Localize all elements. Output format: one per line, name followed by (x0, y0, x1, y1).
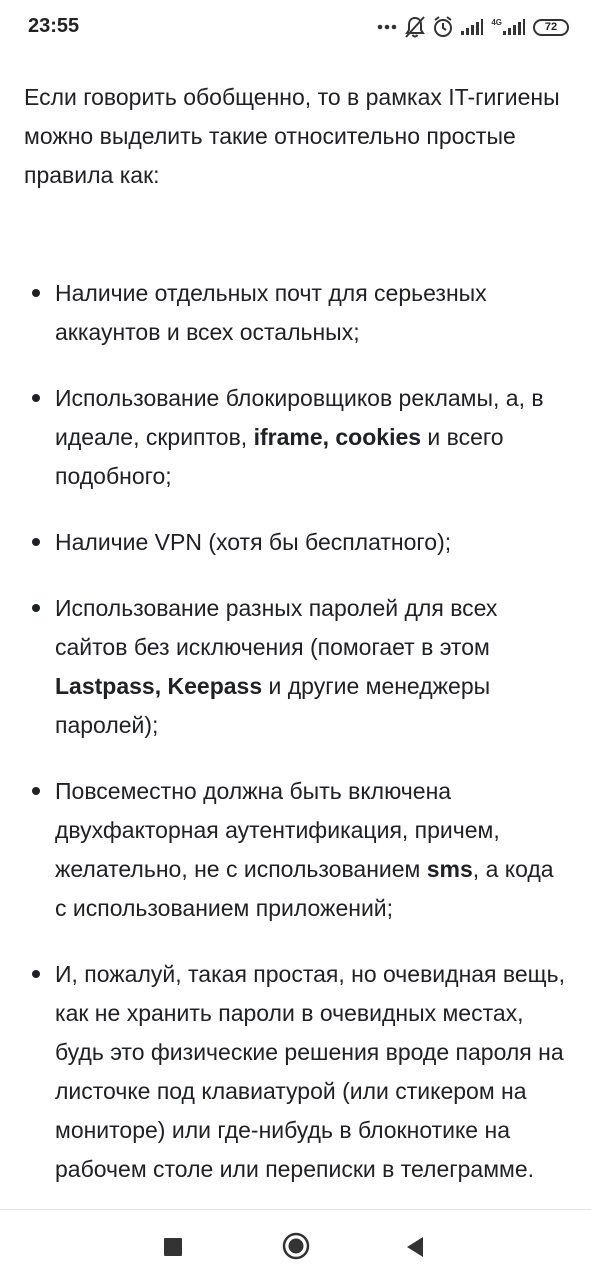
back-icon (405, 1236, 425, 1258)
list-item-bold-text: sms (426, 856, 473, 882)
list-item (24, 379, 569, 496)
list-item (24, 955, 569, 1189)
battery-icon (533, 19, 569, 36)
status-time: 23:55 (28, 15, 80, 37)
recents-icon (164, 1238, 182, 1256)
status-bar (0, 0, 591, 52)
home-button[interactable] (278, 1228, 314, 1264)
signal-icon (461, 19, 483, 35)
back-button[interactable] (398, 1230, 432, 1264)
list-item (24, 274, 569, 352)
rules-list (24, 274, 569, 1189)
list-item-text: Повсеместно должна быть включена двухфакторная аутентификация, причем, желательно, не с использованием (55, 778, 500, 882)
list-item (24, 589, 569, 745)
list-item-text: и другие менеджеры паролей); (55, 673, 491, 738)
bullet-icon (32, 289, 40, 297)
more-dots-icon (377, 23, 397, 31)
list-item-text: и всего подобного; (55, 424, 504, 489)
bullet-icon (32, 970, 40, 978)
list-item-bold-text: iframe, cookies (253, 424, 422, 450)
intro-paragraph: Если говорить обобщенно, то в рамках IT-гигиены можно выделить такие относительно простые правила как: (24, 84, 560, 188)
signal-4g-icon (491, 19, 525, 35)
list-item-text: Использование разных паролей для всех сайтов без исключения (помогает в этом (55, 595, 498, 660)
bullet-icon (32, 604, 40, 612)
bullet-icon (32, 787, 40, 795)
article-content (24, 78, 569, 1216)
list-item-text: И, пожалуй, такая простая, но очевидная вещь, как не хранить пароли в очевидных местах, будь это физические решения вроде пароля на листочке под клавиатурой (или стикером на мониторе) или где-нибудь в блокнотике на рабочем столе или переписки в телеграмме. (55, 961, 565, 1182)
network-type-label: 4G (491, 18, 502, 27)
navigation-bar (0, 1210, 591, 1280)
list-item-text: Наличие отдельных почт для серьезных аккаунтов и всех остальных; (55, 280, 487, 345)
bullet-icon (32, 394, 40, 402)
home-icon (282, 1232, 310, 1260)
notifications-off-icon (405, 16, 425, 38)
list-item (24, 523, 569, 562)
bullet-icon (32, 538, 40, 546)
list-item-text: Использование блокировщиков рекламы, а, в идеале, скриптов, (55, 385, 544, 450)
list-item (24, 772, 569, 928)
alarm-icon (433, 16, 453, 38)
battery-level: 72 (544, 21, 558, 33)
list-item-text: , а кода с использованием приложений; (55, 856, 554, 921)
recents-button[interactable] (156, 1230, 190, 1264)
list-item-bold-text: Lastpass, Keepass (55, 673, 263, 699)
list-item-text: Наличие VPN (хотя бы бесплатного); (55, 529, 452, 555)
status-icons (377, 14, 569, 40)
